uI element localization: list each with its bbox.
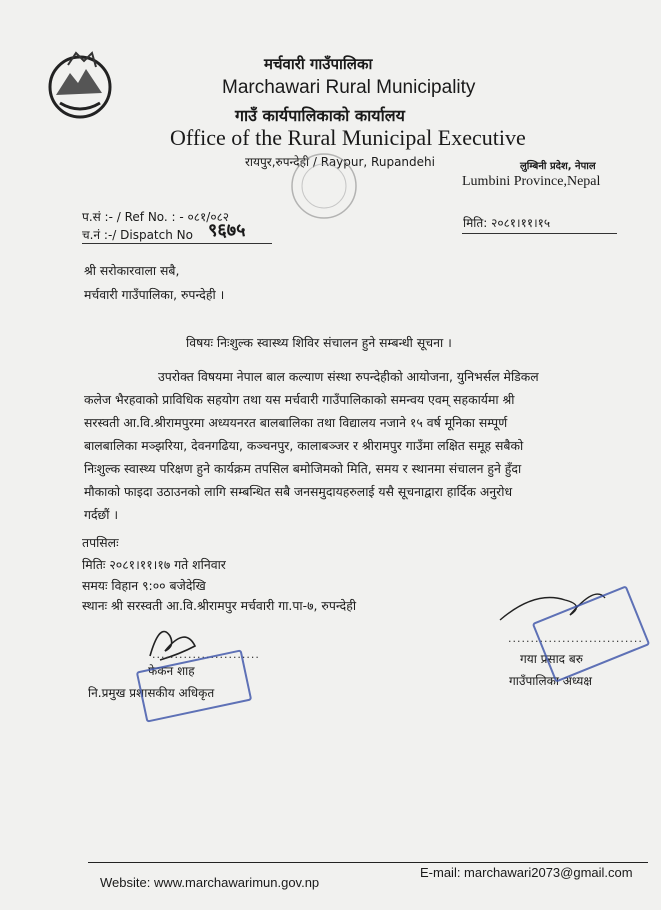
left-signature-dots: ........................	[152, 648, 260, 661]
right-signatory-name: गया प्रसाद बरु	[520, 652, 583, 666]
dispatch-label: च.नं :-/ Dispatch No	[82, 228, 193, 242]
schedule-heading: तपसिलः	[82, 535, 119, 550]
municipality-name-en: Marchawari Rural Municipality	[222, 77, 476, 98]
schedule-time: समयः विहान ९:०० बजेदेखि	[82, 578, 206, 593]
dispatch-number: ९६७५	[208, 220, 246, 241]
right-signature-dots: ..............................	[508, 632, 643, 645]
nepal-emblem-icon	[40, 45, 120, 125]
body-line-6: मौकाको फाइदा उठाउनको लागि सम्बन्धित सबै जनसमुदायहरुलाई यसै सूचनाद्वारा हार्दिक अनुरोध	[84, 484, 513, 499]
recipient-line-1: श्री सरोकारवाला सबै,	[84, 263, 180, 278]
office-name-en: Office of the Rural Municipal Executive	[170, 125, 526, 150]
province-en: Lumbini Province,Nepal	[462, 174, 601, 189]
footer-website: Website: www.marchawarimun.gov.np	[100, 875, 320, 890]
office-address: रायपुर,रुपन्देही / Raypur, Rupandehi	[245, 155, 435, 169]
office-round-stamp	[288, 150, 360, 222]
footer-rule	[88, 862, 648, 863]
schedule-date: मितिः २०८१।११।१७ गते शनिवार	[82, 557, 226, 572]
body-line-3: सरस्वती आ.वि.श्रीरामपुरमा अध्ययनरत बालबालिका तथा विद्यालय नजाने १५ वर्ष मूनिका सम्पूर्ण	[84, 415, 508, 430]
left-official-stamp	[140, 660, 248, 712]
dispatch-underline	[82, 243, 272, 244]
right-official-stamp	[540, 602, 642, 666]
letter-date: मिति: २०८१।११।१५	[463, 216, 551, 230]
recipient-line-2: मर्चवारी गाउँपालिका, रुपन्देही ।	[84, 287, 225, 302]
left-signatory-title: नि.प्रमुख प्रशासकीय अधिकृत	[88, 686, 215, 700]
body-line-1: उपरोक्त विषयमा नेपाल बाल कल्याण संस्था रुपन्देहीको आयोजना, युनिभर्सल मेडिकल	[158, 369, 539, 384]
schedule-place: स्थानः श्री सरस्वती आ.वि.श्रीरामपुर मर्चवारी गा.पा-७, रुपन्देही	[82, 598, 357, 613]
body-line-7: गर्दछौं ।	[84, 507, 119, 522]
footer-email: E-mail: marchawari2073@gmail.com	[420, 865, 633, 880]
municipality-name-ne: मर्चवारी गाउँपालिका	[264, 55, 373, 73]
ref-number: प.सं :- / Ref No. : - ०८१/०८२	[82, 210, 230, 224]
body-line-4: बालबालिका मञ्झरिया, देवनगढिया, कञ्चनपुर, कालाबञ्जर र श्रीरामपुर गाउँमा लक्षित समूह सबैको	[84, 438, 524, 453]
left-signatory-name: फेकन शाह	[148, 664, 195, 678]
right-signatory-title: गाउँपालिका अध्यक्ष	[509, 674, 592, 688]
letter-subject: विषयः निःशुल्क स्वास्थ्य शिविर संचालन हुने सम्बन्धी सूचना ।	[186, 335, 452, 350]
date-underline	[462, 233, 617, 234]
body-line-2: कलेज भैरहवाको प्राविधिक सहयोग तथा यस मर्चवारी गाउँपालिकाको समन्वय एवम् सहकार्यमा श्री	[84, 392, 515, 407]
body-line-5: निःशुल्क स्वास्थ्य परिक्षण हुने कार्यक्रम तपसिल बमोजिमको मिति, समय र स्थानमा संचालन हुने हुँदा	[84, 461, 522, 476]
office-name-ne: गाउँ कार्यपालिकाको कार्यालय	[235, 106, 405, 125]
province-ne: लुम्बिनी प्रदेश, नेपाल	[520, 161, 596, 172]
